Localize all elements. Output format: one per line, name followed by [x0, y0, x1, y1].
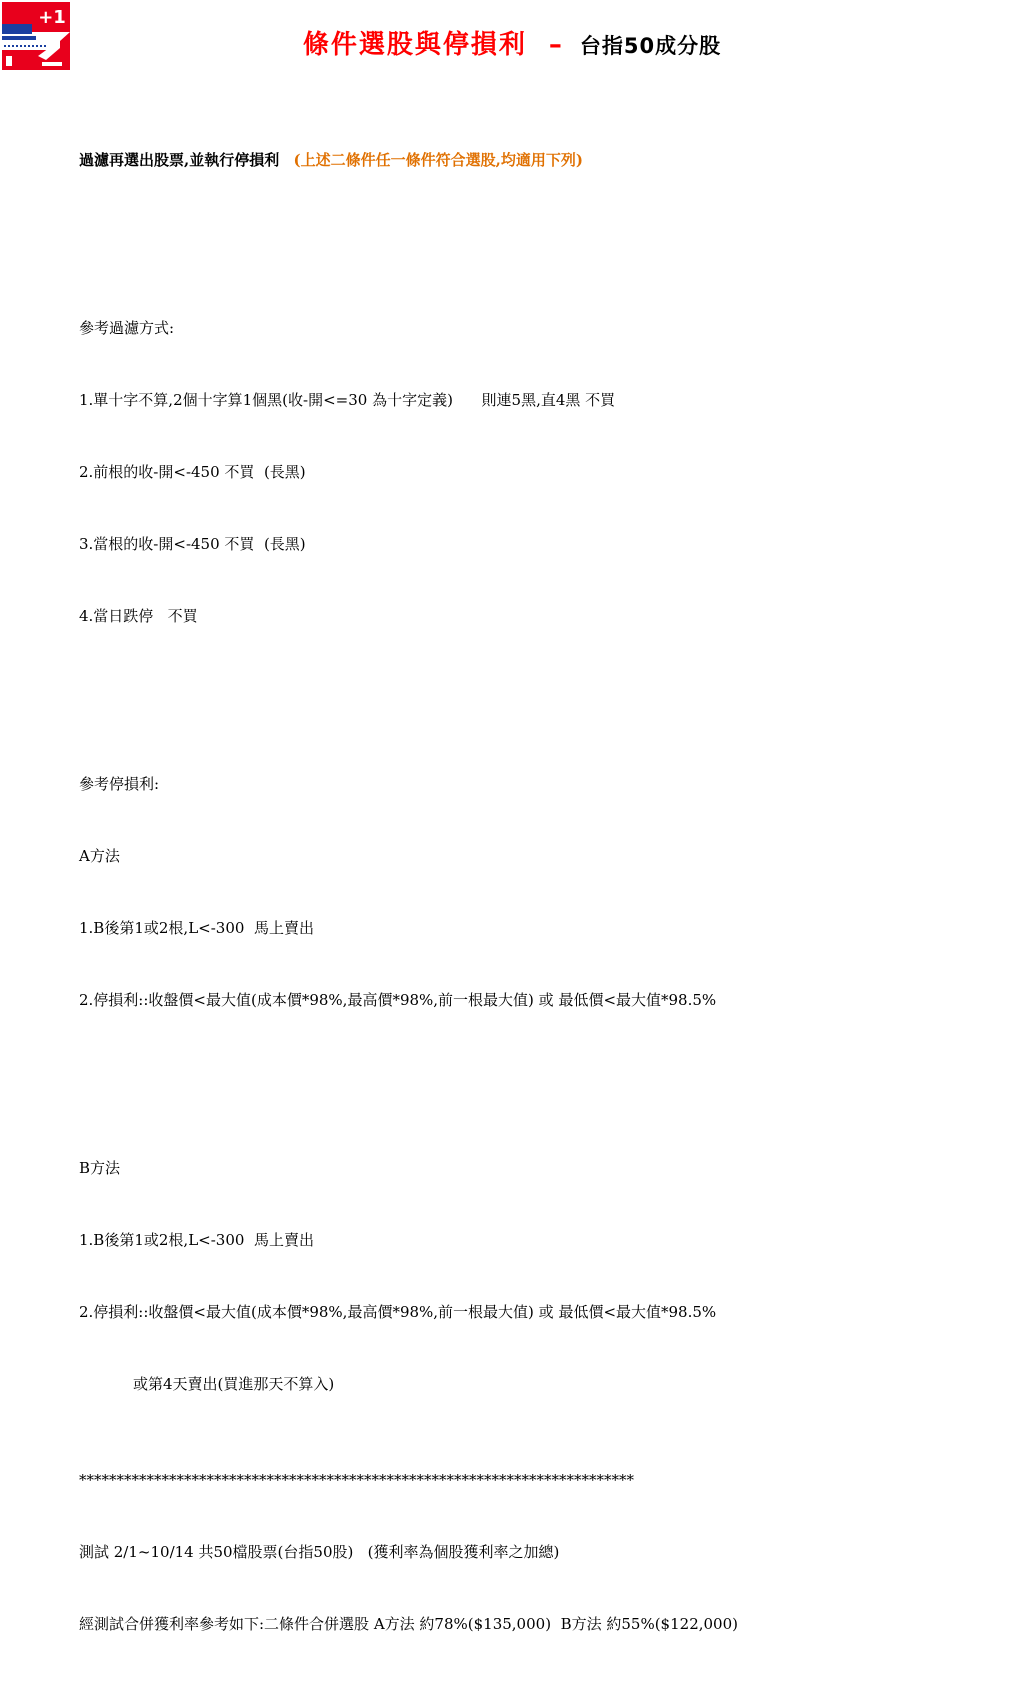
spacer — [79, 1060, 999, 1084]
title-dash: – — [548, 30, 562, 60]
title-main: 條件選股與停損利 — [302, 30, 527, 60]
test-result-line: 經測試合併獲利率參考如下:二條件合併選股 A方法 約78%($135,000) B方法 約55%($122,000) — [79, 1615, 738, 1633]
filter-item: 3.當根的收-開<-450 不買 (長黑) — [79, 535, 306, 553]
logo-badge-text: +1 — [38, 7, 66, 28]
method-b-label: B方法 — [79, 1159, 121, 1177]
title-subtitle: 台指50成分股 — [579, 34, 722, 58]
filter-item: 4.當日跌停 不買 — [79, 607, 198, 625]
page-title — [0, 24, 1024, 61]
method-a-label: A方法 — [79, 847, 120, 865]
separator-line: ************************************************************************** — [79, 1471, 634, 1489]
method-a-item: 2.停損利::收盤價<最大值(成本價*98%,最高價*98%,前一根最大值) 或 最低價<最大值*98.5% — [79, 991, 717, 1009]
filter-item: 2.前根的收-開<-450 不買 (長黑) — [79, 463, 306, 481]
intro-heading: 過濾再選出股票,並執行停損利 — [79, 151, 280, 169]
test-line: 測試 2/1~10/14 共50檔股票(台指50股) (獲利率為個股獲利率之加總) — [79, 1543, 560, 1561]
method-b-item: 或第4天賣出(買進那天不算入) — [133, 1375, 335, 1393]
filter-heading: 參考過濾方式: — [79, 319, 175, 337]
spacer — [79, 676, 999, 700]
filter-item: 1.單十字不算,2個十字算1個黑(收-開<=30 為十字定義) 則連5黑,直4黑 不買 — [79, 391, 616, 409]
method-b-item: 2.停損利::收盤價<最大值(成本價*98%,最高價*98%,前一根最大值) 或 最低價<最大值*98.5% — [79, 1303, 717, 1321]
stoploss-heading: 參考停損利: — [79, 775, 160, 793]
method-b-item: 1.B後第1或2根,L<-300 馬上賣出 — [79, 1231, 314, 1249]
intro-note: (上述二條件任一條件符合選股,均適用下列) — [293, 151, 583, 169]
content-body — [79, 100, 999, 1684]
spacer — [79, 220, 999, 244]
intro-line — [79, 148, 999, 172]
method-a-item: 1.B後第1或2根,L<-300 馬上賣出 — [79, 919, 314, 937]
